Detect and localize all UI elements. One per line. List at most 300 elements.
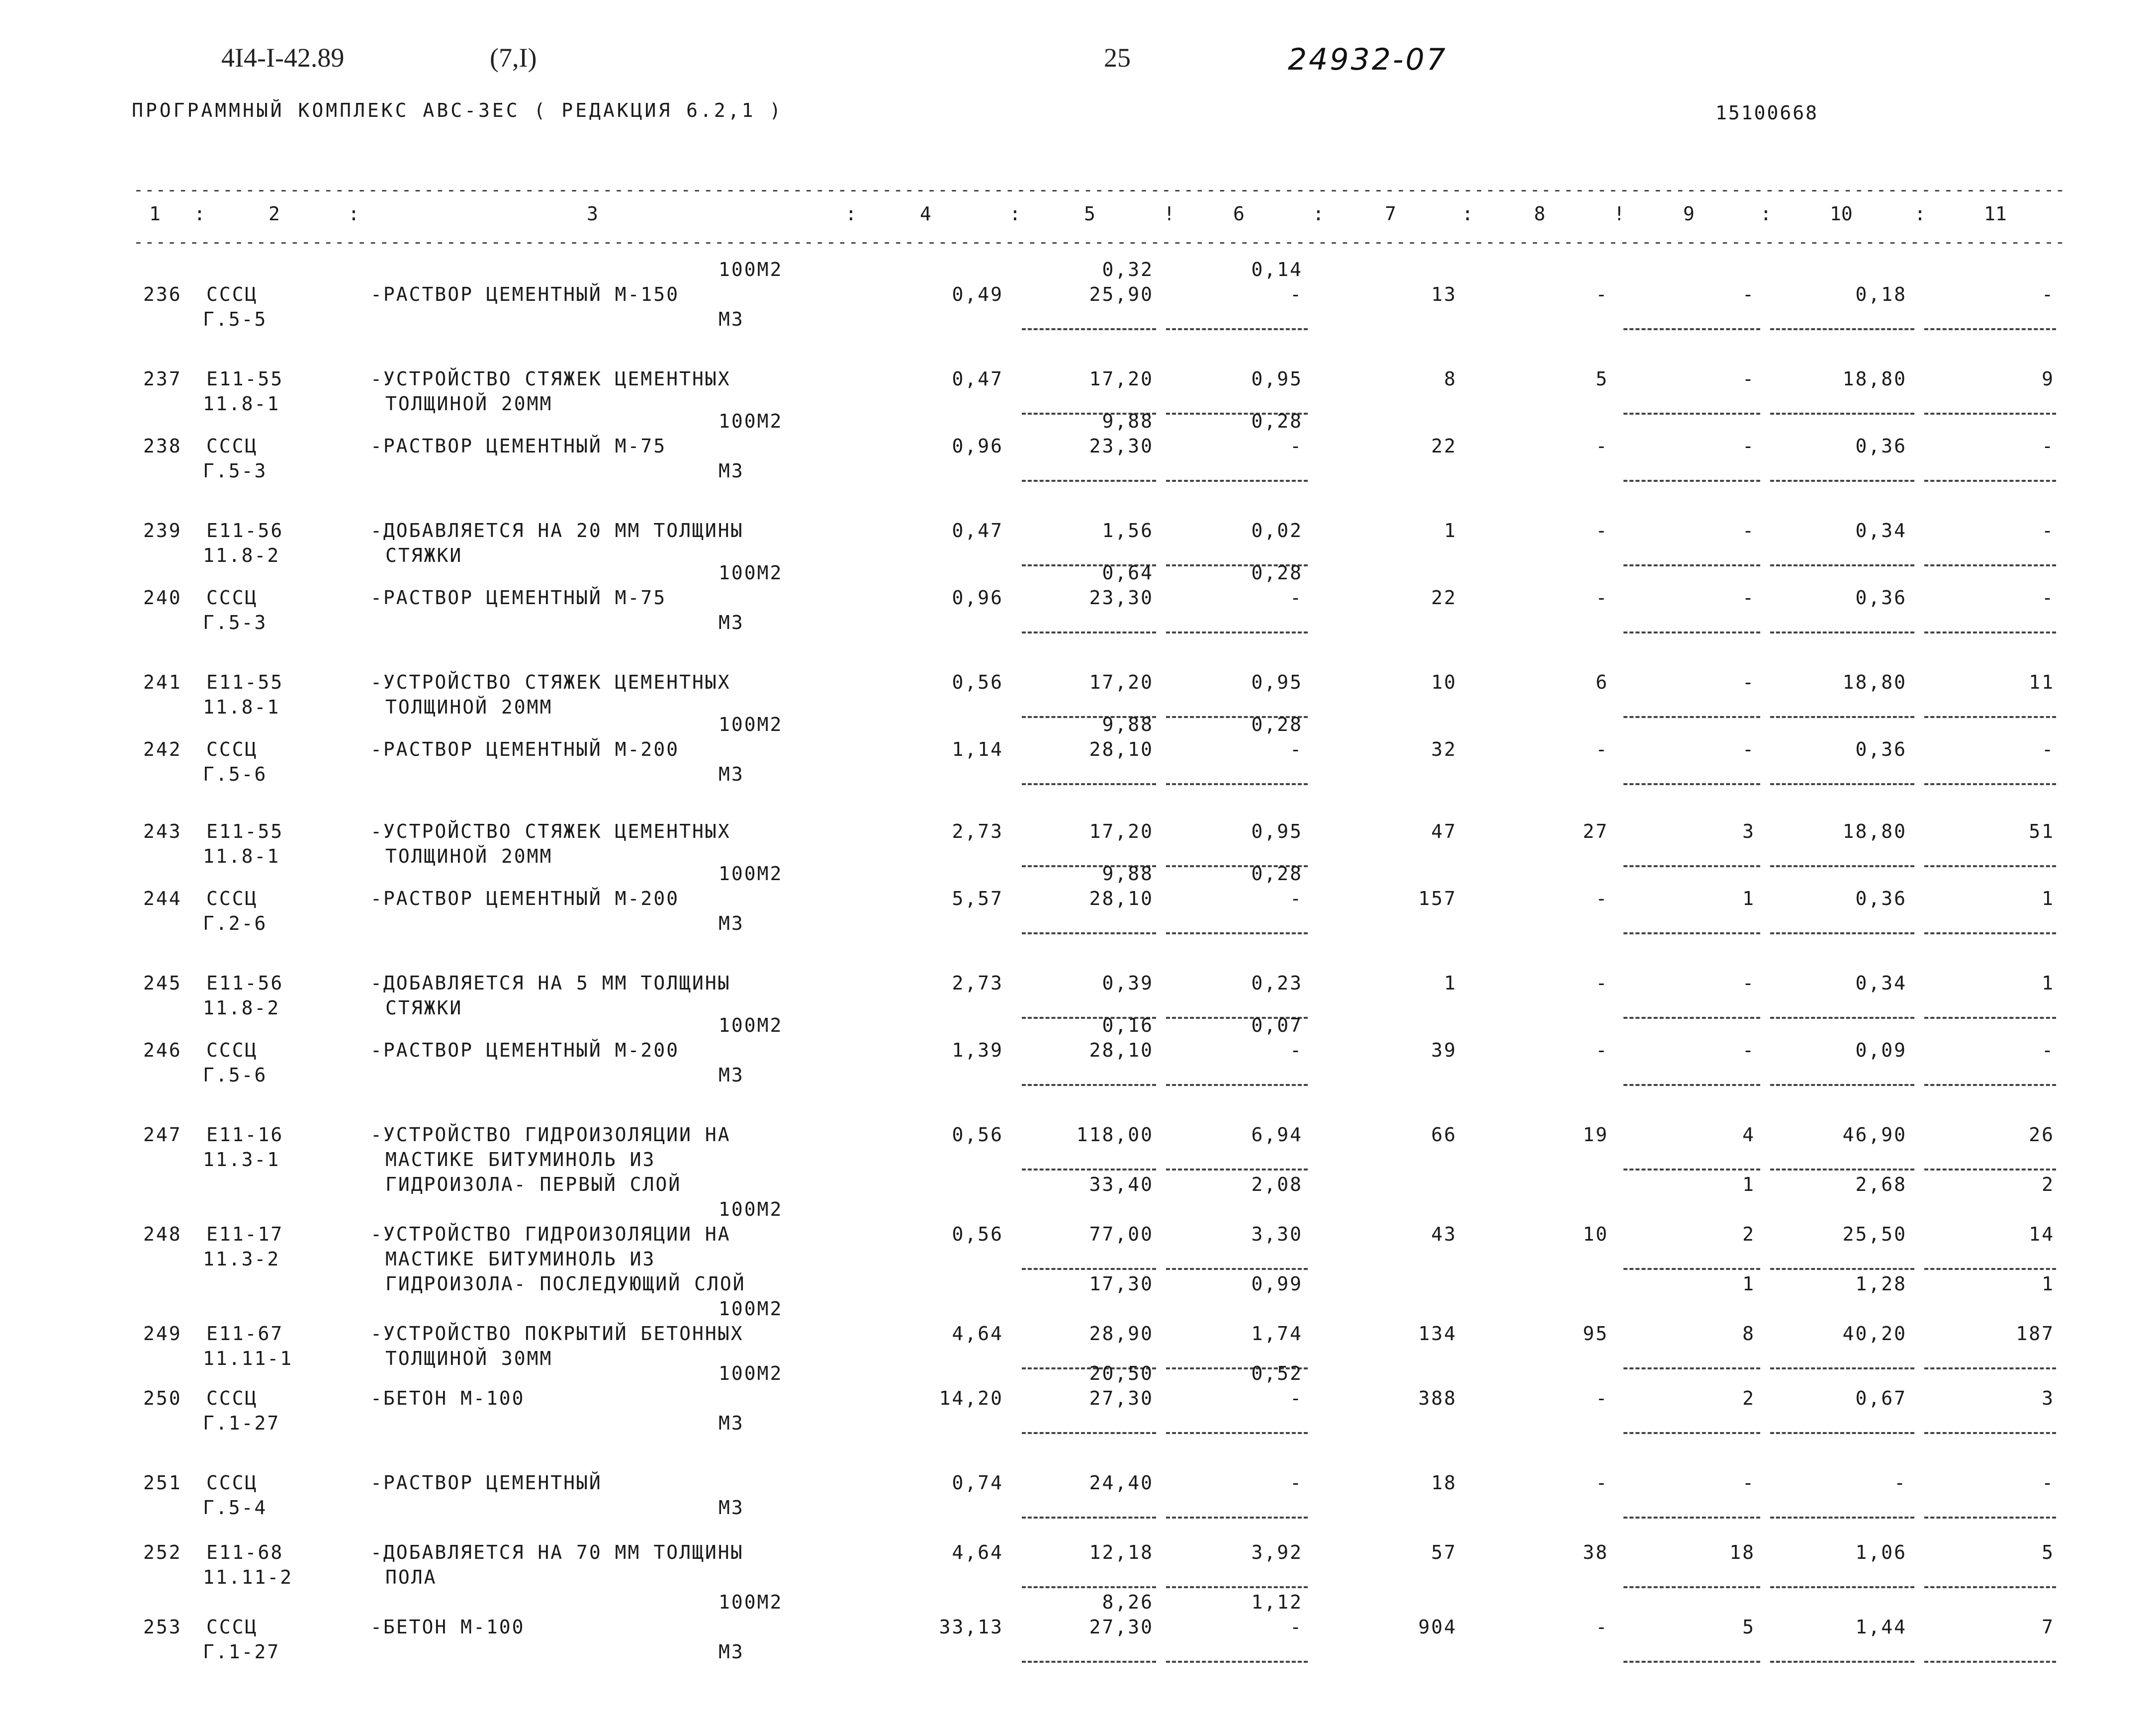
value-col5: 17,20 [1089,671,1154,693]
cell-rule [1166,1661,1308,1663]
column-header: 2 [269,203,280,225]
unit-top: 100М2 [719,1591,783,1613]
cell-rule [1623,564,1760,566]
value-col11: - [2042,520,2055,541]
cell-rule [1623,1169,1760,1171]
cell-rule [1623,1517,1760,1519]
value-col6: - [1290,888,1303,909]
cell-rule [1022,783,1156,785]
cell-rule [1770,1084,1914,1086]
cell-rule [1623,631,1760,633]
cell-rule [1924,631,2056,633]
value-col8: 95 [1583,1323,1609,1345]
cell-rule [1022,1586,1156,1588]
sheet-number: (7,I) [490,43,537,73]
cell-rule [1924,1367,2056,1369]
value-col4: 0,49 [952,283,1003,305]
cell-rule [1623,1661,1760,1663]
value-col5: 77,00 [1089,1223,1154,1245]
cell-rule [1166,1169,1308,1171]
value-col10: 0,36 [1855,435,1907,457]
cell-rule [1166,932,1308,934]
value-col4: 0,56 [952,671,1003,693]
value-col5: 12,18 [1089,1541,1154,1563]
value-col6: 3,92 [1251,1541,1303,1563]
row-number: 246 [143,1039,182,1061]
value-col9: - [1742,368,1755,390]
value-col9: - [1742,671,1755,693]
value-col7: 32 [1431,738,1457,760]
value-col10-sub: 1,28 [1855,1273,1907,1295]
cell-rule [1924,932,2056,934]
value-col7: 8 [1444,368,1457,390]
value-col11-sub: 2 [2042,1173,2055,1195]
value-col4: 2,73 [952,972,1003,994]
value-col7: 22 [1431,435,1457,457]
row-number: 252 [143,1541,182,1563]
rate-ref: 11.8-2 [203,997,280,1019]
value-col4: 4,64 [952,1541,1003,1563]
rate-ref: 11.8-1 [203,845,280,867]
row-number: 236 [143,283,182,305]
value-col4: 0,96 [952,587,1003,609]
value-col6-top: 1,12 [1251,1591,1303,1613]
value-col11: - [2042,587,2055,609]
value-col7: 904 [1418,1616,1457,1638]
value-col6: - [1290,587,1303,609]
value-col6: 0,95 [1251,820,1303,842]
rate-code: Е11-17 [206,1223,284,1245]
cell-rule [1924,716,2056,718]
value-col6: 1,74 [1251,1323,1303,1345]
value-col6-top: 0,28 [1251,562,1303,584]
value-col5: 27,30 [1089,1616,1154,1638]
cell-rule [1924,480,2056,482]
rate-ref: 11.8-2 [203,544,280,566]
cell-rule [1770,1268,1914,1270]
program-title: ПРОГРАММНЫЙ КОМПЛЕКС АВС-3ЕС ( РЕДАКЦИЯ 6.2,1 ) [132,99,784,121]
cell-rule [1770,1367,1914,1369]
cell-rule [1623,716,1760,718]
value-col5-top: 0,16 [1102,1014,1154,1036]
value-col8: - [1596,1039,1609,1061]
rate-ref: Г.2-6 [203,912,268,934]
value-col8: 38 [1583,1541,1609,1563]
row-number: 249 [143,1323,182,1345]
value-col7: 157 [1418,888,1457,909]
cell-rule [1022,631,1156,633]
work-description: -УСТРОЙСТВО ГИДРОИЗОЛЯЦИИ НА [370,1124,731,1146]
work-description: -ДОБАВЛЯЕТСЯ НА 20 ММ ТОЛЩИНЫ [370,520,744,541]
value-col6: 0,02 [1251,520,1303,541]
row-number: 239 [143,520,182,541]
rate-code: Е11-55 [206,671,284,693]
row-number: 251 [143,1472,182,1494]
value-col9: - [1742,972,1755,994]
value-col8: 27 [1583,820,1609,842]
work-description: -РАСТВОР ЦЕМЕНТНЫЙ М-75 [370,435,667,457]
rate-code: СССЦ [206,1039,258,1061]
value-col8: 6 [1596,671,1609,693]
work-description: -РАСТВОР ЦЕМЕНТНЫЙ М-150 [370,283,680,305]
unit: М3 [719,763,744,785]
column-header: 4 [920,203,931,225]
cell-rule [1623,1084,1760,1086]
value-col9: - [1742,1039,1755,1061]
value-col10: 0,67 [1855,1387,1907,1409]
value-col5: 25,90 [1089,283,1154,305]
unit: М3 [719,460,744,482]
work-description-cont: ТОЛЩИНОЙ 20ММ [385,393,553,415]
work-description-cont: ПОЛА [385,1566,437,1588]
value-col5: 1,56 [1102,520,1154,541]
value-col8: - [1596,1616,1609,1638]
cell-rule [1924,865,2056,867]
cell-rule [1924,328,2056,330]
unit-top: 100М2 [719,714,783,735]
value-col7: 134 [1418,1323,1457,1345]
value-col5-top: 8,26 [1102,1591,1154,1613]
unit: М3 [719,1412,744,1434]
value-col7: 43 [1431,1223,1457,1245]
rate-ref: Г.5-4 [203,1497,268,1519]
rate-code: Е11-55 [206,820,284,842]
cell-rule [1770,480,1914,482]
cell-rule [1166,1084,1308,1086]
value-col8: - [1596,283,1609,305]
value-col5: 0,39 [1102,972,1154,994]
cell-rule [1623,1017,1760,1019]
value-col10: - [1894,1472,1907,1494]
value-col6-top: 0,14 [1251,259,1303,280]
value-col6: - [1290,283,1303,305]
value-col6: - [1290,1039,1303,1061]
page-number: 25 [1104,43,1131,73]
value-col11: - [2042,283,2055,305]
value-col4: 1,14 [952,738,1003,760]
value-col9: - [1742,587,1755,609]
rate-code: Е11-56 [206,972,284,994]
rate-ref: 11.8-1 [203,393,280,415]
value-col7: 57 [1431,1541,1457,1563]
value-col8: - [1596,1472,1609,1494]
value-col6: - [1290,1387,1303,1409]
value-col8: 10 [1583,1223,1609,1245]
work-description-cont: СТЯЖКИ [385,997,463,1019]
rate-code: СССЦ [206,587,258,609]
work-description: -РАСТВОР ЦЕМЕНТНЫЙ М-200 [370,1039,680,1061]
cell-rule [1623,1367,1760,1369]
work-description: -ДОБАВЛЯЕТСЯ НА 70 ММ ТОЛЩИНЫ [370,1541,744,1563]
cell-rule [1770,1586,1914,1588]
value-col8: - [1596,738,1609,760]
rate-ref: 11.11-1 [203,1348,293,1369]
cell-rule [1022,1432,1156,1434]
value-col5: 28,90 [1089,1323,1154,1345]
value-col6: - [1290,1472,1303,1494]
cell-rule [1924,1169,2056,1171]
cell-rule [1770,1017,1914,1019]
value-col11: 7 [2042,1616,2055,1638]
value-col6-top: 0,28 [1251,410,1303,432]
cell-rule [1623,1586,1760,1588]
value-col10: 0,34 [1855,972,1907,994]
value-col6-sub: 0,99 [1251,1273,1303,1295]
value-col5-top: 0,32 [1102,259,1154,280]
value-col7: 1 [1444,520,1457,541]
value-col5: 17,20 [1089,368,1154,390]
value-col11: 14 [2029,1223,2055,1245]
value-col9-sub: 1 [1742,1273,1755,1295]
header-rule-bottom [133,234,2063,251]
value-col10: 46,90 [1842,1124,1907,1146]
cell-rule [1166,1586,1308,1588]
value-col7: 47 [1431,820,1457,842]
value-col11: - [2042,1472,2055,1494]
cell-rule [1770,783,1914,785]
value-col7: 22 [1431,587,1457,609]
value-col8: 5 [1596,368,1609,390]
cell-rule [1022,1661,1156,1663]
value-col6: 3,30 [1251,1223,1303,1245]
value-col10: 0,34 [1855,520,1907,541]
value-col10: 18,80 [1842,671,1907,693]
cell-rule [1924,1661,2056,1663]
value-col9: 3 [1742,820,1755,842]
value-col4: 0,74 [952,1472,1003,1494]
cell-rule [1770,328,1914,330]
value-col9: 4 [1742,1124,1755,1146]
unit: М3 [719,912,744,934]
cell-rule [1770,716,1914,718]
row-number: 253 [143,1616,182,1638]
rate-code: Е11-68 [206,1541,284,1563]
value-col9: - [1742,283,1755,305]
value-col4: 0,47 [952,368,1003,390]
value-col5: 28,10 [1089,888,1154,909]
unit-top: 100М2 [719,1362,783,1384]
value-col8: - [1596,972,1609,994]
unit: М3 [719,308,744,330]
column-header: 6 [1233,203,1245,225]
value-col4: 2,73 [952,820,1003,842]
value-col11: - [2042,435,2055,457]
value-col9: 2 [1742,1223,1755,1245]
value-col8: - [1596,520,1609,541]
value-col8: - [1596,888,1609,909]
value-col7: 13 [1431,283,1457,305]
cell-rule [1623,932,1760,934]
cell-rule [1770,932,1914,934]
cell-rule [1770,413,1914,415]
value-col9: - [1742,435,1755,457]
value-col10-sub: 2,68 [1855,1173,1907,1195]
value-col11: 9 [2042,368,2055,390]
cell-rule [1770,1517,1914,1519]
column-header: 11 [1984,203,2007,225]
row-number: 242 [143,738,182,760]
value-col10: 18,80 [1842,368,1907,390]
rate-code: Е11-67 [206,1323,284,1345]
value-col11: 51 [2029,820,2055,842]
cell-rule [1924,1517,2056,1519]
work-description: -БЕТОН М-100 [370,1387,525,1409]
cell-rule [1623,1432,1760,1434]
rate-code: СССЦ [206,888,258,909]
rate-code: СССЦ [206,283,258,305]
value-col10: 25,50 [1842,1223,1907,1245]
value-col9: 18 [1729,1541,1755,1563]
work-description: -РАСТВОР ЦЕМЕНТНЫЙ М-200 [370,888,680,909]
work-description: -УСТРОЙСТВО ГИДРОИЗОЛЯЦИИ НА [370,1223,731,1245]
cell-rule [1924,783,2056,785]
value-col7: 66 [1431,1124,1457,1146]
unit-top: 100М2 [719,1014,783,1036]
value-col4: 4,64 [952,1323,1003,1345]
rate-ref: 11.3-1 [203,1149,280,1171]
column-header: 5 [1084,203,1095,225]
cell-rule [1924,564,2056,566]
cell-rule [1022,1517,1156,1519]
work-description-cont: ТОЛЩИНОЙ 20ММ [385,696,553,718]
value-col4: 33,13 [939,1616,1003,1638]
rate-code: СССЦ [206,1472,258,1494]
rate-ref: 11.3-2 [203,1248,280,1270]
value-col10: 0,18 [1855,283,1907,305]
cell-rule [1770,1432,1914,1434]
row-number: 248 [143,1223,182,1245]
value-col4: 0,47 [952,520,1003,541]
value-col4: 0,56 [952,1124,1003,1146]
value-col10: 0,36 [1855,738,1907,760]
value-col5-top: 9,88 [1102,863,1154,885]
value-col6: 0,95 [1251,671,1303,693]
value-col5-top: 9,88 [1102,714,1154,735]
value-col4: 14,20 [939,1387,1003,1409]
value-col6: 0,23 [1251,972,1303,994]
value-col9: - [1742,520,1755,541]
value-col9: 8 [1742,1323,1755,1345]
unit: М3 [719,612,744,633]
value-col9: 2 [1742,1387,1755,1409]
column-header: 1 [149,203,161,225]
work-description-cont: ТОЛЩИНОЙ 30ММ [385,1348,553,1369]
cell-rule [1022,1169,1156,1171]
column-header: 7 [1385,203,1396,225]
unit-top: 100М2 [719,863,783,885]
cell-rule [1924,1084,2056,1086]
cell-rule [1623,413,1760,415]
value-col9-sub: 1 [1742,1173,1755,1195]
cell-rule [1924,413,2056,415]
rate-ref: Г.5-6 [203,763,268,785]
value-col6-top: 0,07 [1251,1014,1303,1036]
work-description: -УСТРОЙСТВО СТЯЖЕК ЦЕМЕНТНЫХ [370,820,731,842]
row-number: 241 [143,671,182,693]
value-col8: - [1596,435,1609,457]
cell-rule [1022,1268,1156,1270]
cell-rule [1022,328,1156,330]
value-col5: 28,10 [1089,738,1154,760]
work-description-cont: МАСТИКЕ БИТУМИНОЛЬ ИЗ [385,1149,656,1171]
value-col7: 18 [1431,1472,1457,1494]
cell-rule [1166,328,1308,330]
value-col6-top: 0,28 [1251,714,1303,735]
work-description: -УСТРОЙСТВО СТЯЖЕК ЦЕМЕНТНЫХ [370,671,731,693]
cell-rule [1770,564,1914,566]
value-col11: 187 [2016,1323,2055,1345]
value-col11: 1 [2042,972,2055,994]
work-description: -РАСТВОР ЦЕМЕНТНЫЙ М-200 [370,738,680,760]
cell-rule [1166,783,1308,785]
value-col8: - [1596,1387,1609,1409]
value-col9: 1 [1742,888,1755,909]
cell-rule [1166,1432,1308,1434]
value-col11: 26 [2029,1124,2055,1146]
value-col10: 0,36 [1855,888,1907,909]
rate-ref: Г.5-5 [203,308,268,330]
value-col6: 6,94 [1251,1124,1303,1146]
value-col5-sub: 33,40 [1089,1173,1154,1195]
value-col7: 10 [1431,671,1457,693]
inventory-number: 24932-07 [1288,42,1447,77]
value-col7: 388 [1418,1387,1457,1409]
document-number: 4I4-I-42.89 [221,43,345,73]
work-description: -БЕТОН М-100 [370,1616,525,1638]
rate-code: СССЦ [206,1616,258,1638]
row-number: 245 [143,972,182,994]
work-description: -УСТРОЙСТВО ПОКРЫТИЙ БЕТОННЫХ [370,1323,744,1345]
value-col6: - [1290,1616,1303,1638]
rate-ref: Г.1-27 [203,1412,280,1434]
row-number: 247 [143,1124,182,1146]
cell-rule [1022,932,1156,934]
column-header: 9 [1683,203,1695,225]
work-description-cont: МАСТИКЕ БИТУМИНОЛЬ ИЗ [385,1248,656,1270]
work-description: -РАСТВОР ЦЕМЕНТНЫЙ М-75 [370,587,667,609]
cell-rule [1166,1268,1308,1270]
cell-rule [1022,1084,1156,1086]
value-col6-sub: 2,08 [1251,1173,1303,1195]
work-description-cont: ТОЛЩИНОЙ 20ММ [385,845,553,867]
cell-rule [1166,631,1308,633]
value-col5: 28,10 [1089,1039,1154,1061]
work-description: -УСТРОЙСТВО СТЯЖЕК ЦЕМЕНТНЫХ [370,368,731,390]
rate-code: СССЦ [206,1387,258,1409]
cell-rule [1166,480,1308,482]
work-description: -ДОБАВЛЯЕТСЯ НА 5 ММ ТОЛЩИНЫ [370,972,731,994]
value-col10: 0,09 [1855,1039,1907,1061]
unit-top: 100М2 [719,410,783,432]
value-col7: 1 [1444,972,1457,994]
cell-rule [1770,1169,1914,1171]
value-col5-sub: 17,30 [1089,1273,1154,1295]
row-number: 240 [143,587,182,609]
cell-rule [1924,1432,2056,1434]
value-col4: 5,57 [952,888,1003,909]
work-description: -РАСТВОР ЦЕМЕНТНЫЙ [370,1472,602,1494]
cell-rule [1924,1268,2056,1270]
unit: М3 [719,1497,744,1519]
value-col6-top: 0,28 [1251,863,1303,885]
cell-rule [1770,1661,1914,1663]
value-col5: 118,00 [1076,1124,1154,1146]
work-description-cont: СТЯЖКИ [385,544,463,566]
rate-code: Е11-16 [206,1124,284,1146]
cell-rule [1166,1517,1308,1519]
cell-rule [1924,1017,2056,1019]
value-col9: - [1742,738,1755,760]
